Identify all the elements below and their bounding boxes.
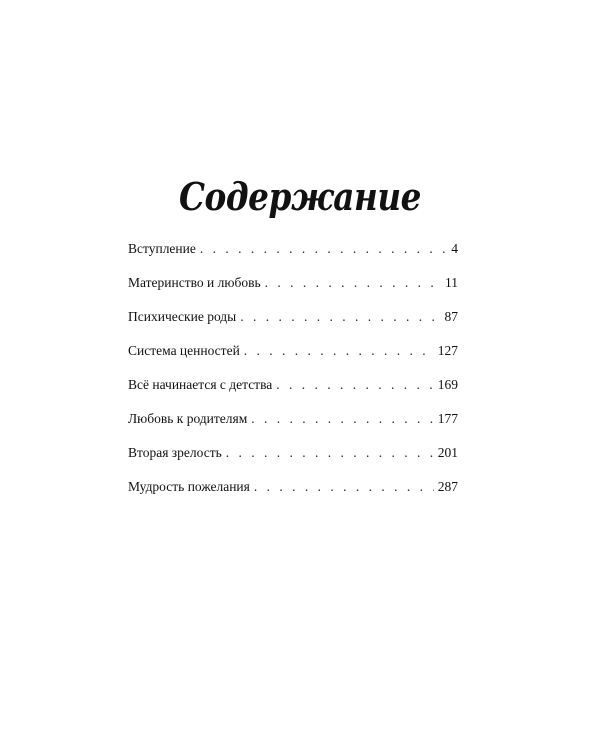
toc-entry-label: Любовь к родителям [128, 411, 248, 426]
toc-leader-dots [226, 436, 434, 470]
toc-entry-label: Вторая зрелость [128, 445, 222, 460]
toc-entry-label: Система ценностей [128, 343, 240, 358]
toc-leader-dots [240, 300, 440, 334]
toc-entry-label: Мудрость пожелания [128, 479, 250, 494]
toc-entry-page: 4 [451, 241, 458, 256]
toc-leader-dots [200, 232, 447, 266]
toc-leader-dots [265, 266, 441, 300]
page-title: Содержание [178, 174, 422, 220]
toc-leader-dots [244, 334, 434, 368]
toc-entry-label: Материнство и любовь [128, 275, 261, 290]
toc-entry[interactable] [128, 266, 458, 300]
toc-entry[interactable] [128, 436, 458, 470]
toc-leader-dots [251, 402, 433, 436]
toc-entry-label: Психические роды [128, 309, 237, 324]
toc-entry-label: Вступление [128, 241, 196, 256]
toc-entry-page: 127 [437, 343, 458, 358]
toc-entry[interactable] [128, 402, 458, 436]
toc-entry-page: 177 [437, 411, 458, 426]
toc-entry[interactable] [128, 334, 458, 368]
toc-entry-page: 169 [437, 377, 458, 392]
table-of-contents [128, 232, 458, 504]
toc-entry[interactable] [128, 300, 458, 334]
toc-entry[interactable] [128, 232, 458, 266]
toc-leader-dots [276, 368, 433, 402]
toc-entry-page: 201 [437, 445, 458, 460]
toc-entry[interactable] [128, 368, 458, 402]
toc-entry-page: 87 [444, 309, 458, 324]
toc-entry-label: Всё начинается с детства [128, 377, 273, 392]
toc-entry[interactable] [128, 470, 458, 504]
toc-leader-dots [254, 470, 434, 504]
toc-entry-page: 287 [437, 479, 458, 494]
toc-entry-page: 11 [445, 275, 458, 290]
